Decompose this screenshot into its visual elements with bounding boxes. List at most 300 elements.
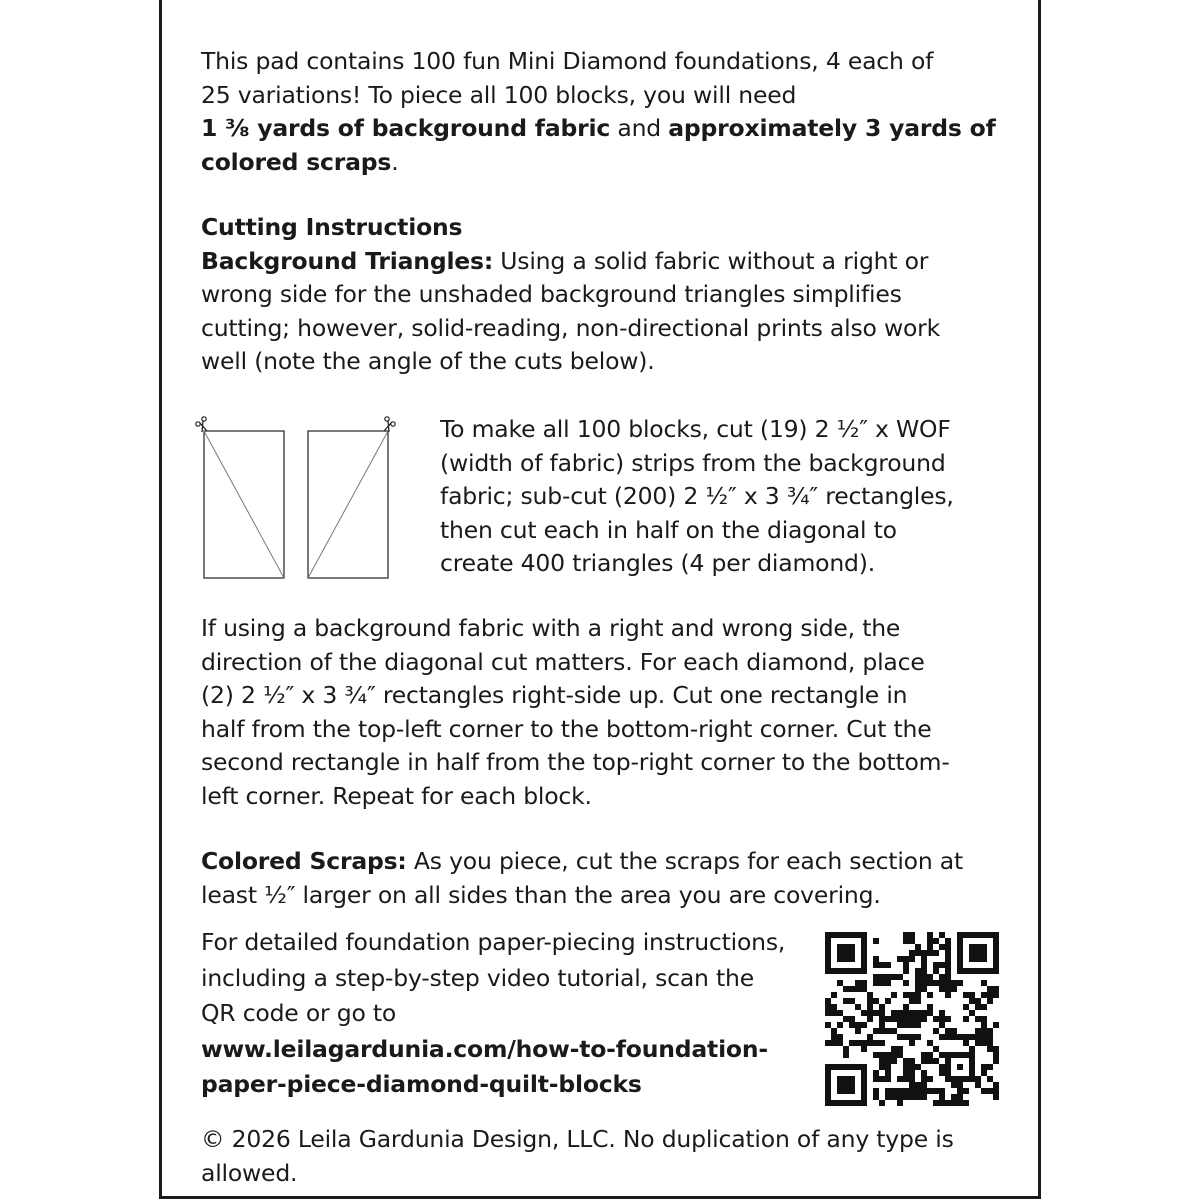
qr-module <box>855 968 861 974</box>
qr-module <box>891 1058 897 1064</box>
qr-module <box>927 1040 933 1046</box>
qr-module <box>921 1016 927 1022</box>
qr-module <box>891 974 897 980</box>
qr-module <box>873 1052 879 1058</box>
qr-module <box>873 1088 879 1094</box>
qr-module <box>843 968 849 974</box>
qr-module <box>957 1076 963 1082</box>
cutting-line: wrong side for the unshaded background triangles simplifies <box>201 280 902 308</box>
qr-module <box>837 1010 843 1016</box>
qr-module <box>843 944 849 950</box>
qr-module <box>861 962 867 968</box>
qr-module <box>897 1088 903 1094</box>
qr-module <box>969 1064 975 1070</box>
qr-module <box>825 1064 831 1070</box>
qr-module <box>885 980 891 986</box>
qr-module <box>981 932 987 938</box>
qr-module <box>981 950 987 956</box>
qr-module <box>975 1076 981 1082</box>
qr-module <box>975 1040 981 1046</box>
intro-line: 25 variations! To piece all 100 blocks, you will need <box>201 80 797 109</box>
qr-module <box>879 1052 885 1058</box>
qr-module <box>843 1076 849 1082</box>
qr-module <box>909 1088 915 1094</box>
qr-module <box>927 1088 933 1094</box>
qr-module <box>831 1064 837 1070</box>
qr-module <box>885 962 891 968</box>
scraps-yardage: approximately 3 yards of <box>668 114 996 142</box>
qr-module <box>975 1004 981 1010</box>
qr-module <box>987 1088 993 1094</box>
qr-module <box>939 974 945 980</box>
diagram-line: To make all 100 blocks, cut (19) 2 ½″ x WOF <box>440 415 951 443</box>
qr-module <box>993 1058 999 1064</box>
qr-module <box>939 1034 945 1040</box>
qr-module <box>957 1094 963 1100</box>
qr-module <box>909 1034 915 1040</box>
qr-module <box>861 1070 867 1076</box>
colored-scraps-label: Colored Scraps: <box>201 847 407 875</box>
qr-module <box>885 1076 891 1082</box>
qr-module <box>981 968 987 974</box>
qr-module <box>885 974 891 980</box>
qr-module <box>933 962 939 968</box>
qr-module <box>903 1070 909 1076</box>
qr-module <box>957 980 963 986</box>
qr-module <box>939 1100 945 1106</box>
qr-module <box>927 938 933 944</box>
qr-module <box>945 1052 951 1058</box>
qr-module <box>945 992 951 998</box>
directional-line: left corner. Repeat for each block. <box>201 781 592 810</box>
qr-module <box>891 1046 897 1052</box>
qr-module <box>963 968 969 974</box>
qr-module <box>993 956 999 962</box>
qr-module <box>993 1052 999 1058</box>
qr-module <box>921 1076 927 1082</box>
qr-module <box>861 950 867 956</box>
copyright: © 2026 Leila Gardunia Design, LLC. No duplication of any type is allowed. <box>201 1125 954 1187</box>
qr-module <box>915 992 921 998</box>
qr-module <box>861 956 867 962</box>
qr-module <box>903 992 909 998</box>
qr-module <box>921 974 927 980</box>
qr-module <box>915 1034 921 1040</box>
qr-module <box>969 1076 975 1082</box>
diagram-line: (width of fabric) strips from the background <box>440 448 946 477</box>
qr-module <box>927 1010 933 1016</box>
cutting-line: well (note the angle of the cuts below). <box>201 347 655 375</box>
qr-module <box>831 1010 837 1016</box>
qr-module <box>909 1016 915 1022</box>
qr-module <box>885 1088 891 1094</box>
qr-module <box>939 932 945 938</box>
qr-module <box>897 956 903 962</box>
qr-module <box>855 980 861 986</box>
qr-module <box>885 1094 891 1100</box>
qr-module <box>933 1058 939 1064</box>
qr-module <box>933 980 939 986</box>
qr-module <box>915 998 921 1004</box>
qr-module <box>987 986 993 992</box>
qr-module <box>909 1010 915 1016</box>
qr-module <box>837 1076 843 1082</box>
qr-module <box>903 1058 909 1064</box>
qr-module <box>939 1070 945 1076</box>
qr-code-icon[interactable] <box>825 932 999 1106</box>
qr-module <box>909 1076 915 1082</box>
qr-module <box>939 986 945 992</box>
qr-module <box>969 968 975 974</box>
qr-module <box>957 1052 963 1058</box>
qr-module <box>867 1034 873 1040</box>
qr-module <box>963 932 969 938</box>
qr-module <box>993 938 999 944</box>
qr-module <box>849 932 855 938</box>
qr-module <box>963 1004 969 1010</box>
qr-module <box>915 1094 921 1100</box>
qr-module <box>963 1016 969 1022</box>
instruction-card <box>159 0 1041 1199</box>
qr-module <box>957 944 963 950</box>
qr-module <box>879 1010 885 1016</box>
qr-module <box>837 956 843 962</box>
qr-module <box>921 986 927 992</box>
qr-module <box>993 986 999 992</box>
qr-module <box>921 956 927 962</box>
qr-module <box>855 1004 861 1010</box>
scraps-yardage-cont: colored scraps <box>201 147 392 176</box>
qr-module <box>849 1016 855 1022</box>
qr-module <box>855 1064 861 1070</box>
qr-module <box>861 1100 867 1106</box>
qr-module <box>897 1046 903 1052</box>
qr-module <box>873 1040 879 1046</box>
qr-module <box>945 1016 951 1022</box>
qr-module <box>825 1070 831 1076</box>
qr-module <box>939 1088 945 1094</box>
qr-module <box>927 1052 933 1058</box>
qr-module <box>873 1076 879 1082</box>
qr-module <box>957 962 963 968</box>
qr-module <box>837 1088 843 1094</box>
qr-module <box>915 1022 921 1028</box>
qr-module <box>825 1082 831 1088</box>
qr-module <box>981 944 987 950</box>
tutorial-link[interactable]: www.leilagardunia.com/how-to-foundation- <box>201 1034 768 1063</box>
qr-module <box>975 968 981 974</box>
scraps-line: As you piece, cut the scraps for each section at <box>406 847 964 875</box>
qr-module <box>873 1010 879 1016</box>
qr-module <box>927 1076 933 1082</box>
qr-module <box>951 1082 957 1088</box>
qr-module <box>855 932 861 938</box>
qr-module <box>987 968 993 974</box>
qr-module <box>867 1004 873 1010</box>
qr-module <box>909 938 915 944</box>
tutorial-link-cont[interactable]: paper-piece-diamond-quilt-blocks <box>201 1070 642 1098</box>
qr-module <box>969 1052 975 1058</box>
qr-module <box>915 1010 921 1016</box>
qr-module <box>861 944 867 950</box>
qr-module <box>885 1016 891 1022</box>
qr-module <box>825 1040 831 1046</box>
qr-module <box>915 1082 921 1088</box>
qr-module <box>855 1100 861 1106</box>
qr-module <box>981 980 987 986</box>
qr-module <box>885 1058 891 1064</box>
directional-line: half from the top-left corner to the bottom-right corner. Cut the <box>201 714 932 743</box>
qr-module <box>975 998 981 1004</box>
qr-module <box>933 1046 939 1052</box>
qr-module <box>957 1100 963 1106</box>
diagram-description <box>440 413 1020 581</box>
qr-module <box>831 1028 837 1034</box>
qr-module <box>849 998 855 1004</box>
intro-paragraph <box>201 45 1001 179</box>
qr-module <box>843 1088 849 1094</box>
qr-module <box>927 980 933 986</box>
qr-module <box>939 1094 945 1100</box>
directional-line: second rectangle in half from the top-right corner to the bottom- <box>201 748 950 776</box>
qr-module <box>897 1010 903 1016</box>
qr-module <box>975 944 981 950</box>
qr-module <box>915 968 921 974</box>
diagram-line: fabric; sub-cut (200) 2 ½″ x 3 ¾″ rectangles, <box>440 482 954 510</box>
qr-module <box>981 1040 987 1046</box>
qr-module <box>939 962 945 968</box>
qr-module <box>879 962 885 968</box>
qr-module <box>837 1100 843 1106</box>
qr-module <box>849 1064 855 1070</box>
qr-module <box>825 1022 831 1028</box>
qr-module <box>945 1034 951 1040</box>
qr-module <box>861 1064 867 1070</box>
qr-module <box>861 1040 867 1046</box>
qr-module <box>927 1058 933 1064</box>
qr-module <box>861 986 867 992</box>
qr-module <box>921 1010 927 1016</box>
qr-module <box>909 1082 915 1088</box>
qr-module <box>957 1064 963 1070</box>
qr-module <box>969 998 975 1004</box>
qr-module <box>993 1088 999 1094</box>
qr-module <box>891 1052 897 1058</box>
qr-module <box>981 1016 987 1022</box>
qr-module <box>987 1040 993 1046</box>
qr-module <box>897 1022 903 1028</box>
qr-module <box>837 1034 843 1040</box>
qr-module <box>825 938 831 944</box>
qr-module <box>843 1046 849 1052</box>
qr-module <box>861 932 867 938</box>
qr-module <box>885 998 891 1004</box>
qr-module <box>921 1088 927 1094</box>
qr-module <box>969 1010 975 1016</box>
qr-module <box>915 980 921 986</box>
qr-module <box>921 962 927 968</box>
qr-module <box>897 1100 903 1106</box>
qr-module <box>987 1046 993 1052</box>
qr-module <box>981 1070 987 1076</box>
qr-module <box>927 944 933 950</box>
qr-module <box>879 974 885 980</box>
qr-module <box>981 1022 987 1028</box>
qr-module <box>963 1088 969 1094</box>
qr-module <box>843 950 849 956</box>
qr-module <box>861 1010 867 1016</box>
qr-module <box>957 968 963 974</box>
qr-module <box>843 1100 849 1106</box>
qr-module <box>873 980 879 986</box>
cutting-line: Using a solid fabric without a right or <box>493 246 929 275</box>
qr-module <box>975 1034 981 1040</box>
qr-module <box>891 1028 897 1034</box>
qr-module <box>861 1046 867 1052</box>
scraps-paragraph <box>201 845 1001 912</box>
qr-module <box>933 1088 939 1094</box>
qr-module <box>951 1076 957 1082</box>
qr-module <box>915 950 921 956</box>
qr-module <box>837 980 843 986</box>
qr-module <box>987 992 993 998</box>
qr-module <box>825 950 831 956</box>
qr-module <box>963 992 969 998</box>
directional-line: If using a background fabric with a right and wrong side, the <box>201 614 901 642</box>
qr-module <box>873 1070 879 1076</box>
qr-module <box>837 1022 843 1028</box>
qr-module <box>909 1070 915 1076</box>
qr-module <box>957 1034 963 1040</box>
qr-module <box>861 938 867 944</box>
qr-module <box>849 1040 855 1046</box>
detail-paragraph <box>201 925 811 1103</box>
qr-module <box>969 1058 975 1064</box>
qr-module <box>849 1082 855 1088</box>
qr-module <box>909 950 915 956</box>
qr-module <box>903 938 909 944</box>
qr-module <box>891 1094 897 1100</box>
intro-and: and <box>610 114 669 142</box>
background-triangles-label: Background Triangles: <box>201 246 494 275</box>
qr-module <box>945 1064 951 1070</box>
qr-module <box>909 1022 915 1028</box>
qr-module <box>825 1094 831 1100</box>
qr-module <box>969 992 975 998</box>
diagram-line: create 400 triangles (4 per diamond). <box>440 549 875 577</box>
qr-module <box>873 974 879 980</box>
qr-module <box>945 974 951 980</box>
qr-module <box>873 962 879 968</box>
qr-module <box>963 1076 969 1082</box>
qr-module <box>843 986 849 992</box>
qr-module <box>879 1028 885 1034</box>
qr-module <box>885 1052 891 1058</box>
qr-module <box>927 932 933 938</box>
qr-module <box>891 1088 897 1094</box>
qr-module <box>945 938 951 944</box>
qr-module <box>939 944 945 950</box>
qr-module <box>915 1064 921 1070</box>
qr-module <box>837 950 843 956</box>
qr-module <box>843 1064 849 1070</box>
qr-module <box>981 956 987 962</box>
qr-module <box>933 1028 939 1034</box>
detail-line: including a step-by-step video tutorial, scan the <box>201 963 754 992</box>
qr-module <box>831 932 837 938</box>
qr-module <box>837 944 843 950</box>
qr-module <box>969 944 975 950</box>
qr-module <box>981 1088 987 1094</box>
qr-module <box>933 968 939 974</box>
qr-module <box>957 956 963 962</box>
qr-module <box>915 974 921 980</box>
qr-module <box>825 1088 831 1094</box>
qr-module <box>903 1022 909 1028</box>
qr-module <box>993 1022 999 1028</box>
qr-module <box>963 1100 969 1106</box>
qr-module <box>837 1064 843 1070</box>
qr-module <box>951 986 957 992</box>
qr-module <box>879 1040 885 1046</box>
cutting-line: cutting; however, solid-reading, non-directional prints also work <box>201 313 941 342</box>
qr-module <box>945 956 951 962</box>
qr-module <box>975 1082 981 1088</box>
qr-module <box>921 968 927 974</box>
qr-module <box>885 1028 891 1034</box>
qr-module <box>981 992 987 998</box>
qr-module <box>867 1040 873 1046</box>
qr-module <box>981 1004 987 1010</box>
qr-module <box>915 1088 921 1094</box>
qr-module <box>879 980 885 986</box>
qr-module <box>987 1034 993 1040</box>
qr-module <box>975 1028 981 1034</box>
qr-module <box>849 1088 855 1094</box>
qr-module <box>945 1100 951 1106</box>
qr-module <box>951 1034 957 1040</box>
qr-module <box>897 1034 903 1040</box>
qr-module <box>825 998 831 1004</box>
qr-module <box>945 944 951 950</box>
qr-module <box>909 932 915 938</box>
diagram-line: then cut each in half on the diagonal to <box>440 515 897 544</box>
qr-module <box>933 1100 939 1106</box>
qr-module <box>903 1064 909 1070</box>
qr-module <box>951 1100 957 1106</box>
qr-module <box>939 1022 945 1028</box>
qr-module <box>879 1016 885 1022</box>
qr-module <box>927 1004 933 1010</box>
qr-module <box>951 980 957 986</box>
qr-module <box>861 980 867 986</box>
qr-module <box>903 1094 909 1100</box>
qr-module <box>879 1100 885 1106</box>
qr-module <box>903 956 909 962</box>
qr-module <box>849 1100 855 1106</box>
qr-module <box>903 932 909 938</box>
qr-module <box>987 932 993 938</box>
qr-module <box>903 1088 909 1094</box>
qr-module <box>873 1028 879 1034</box>
qr-module <box>837 932 843 938</box>
qr-module <box>843 998 849 1004</box>
qr-module <box>843 1016 849 1022</box>
qr-module <box>867 998 873 1004</box>
qr-module <box>831 968 837 974</box>
qr-module <box>831 1100 837 1106</box>
qr-module <box>921 1082 927 1088</box>
